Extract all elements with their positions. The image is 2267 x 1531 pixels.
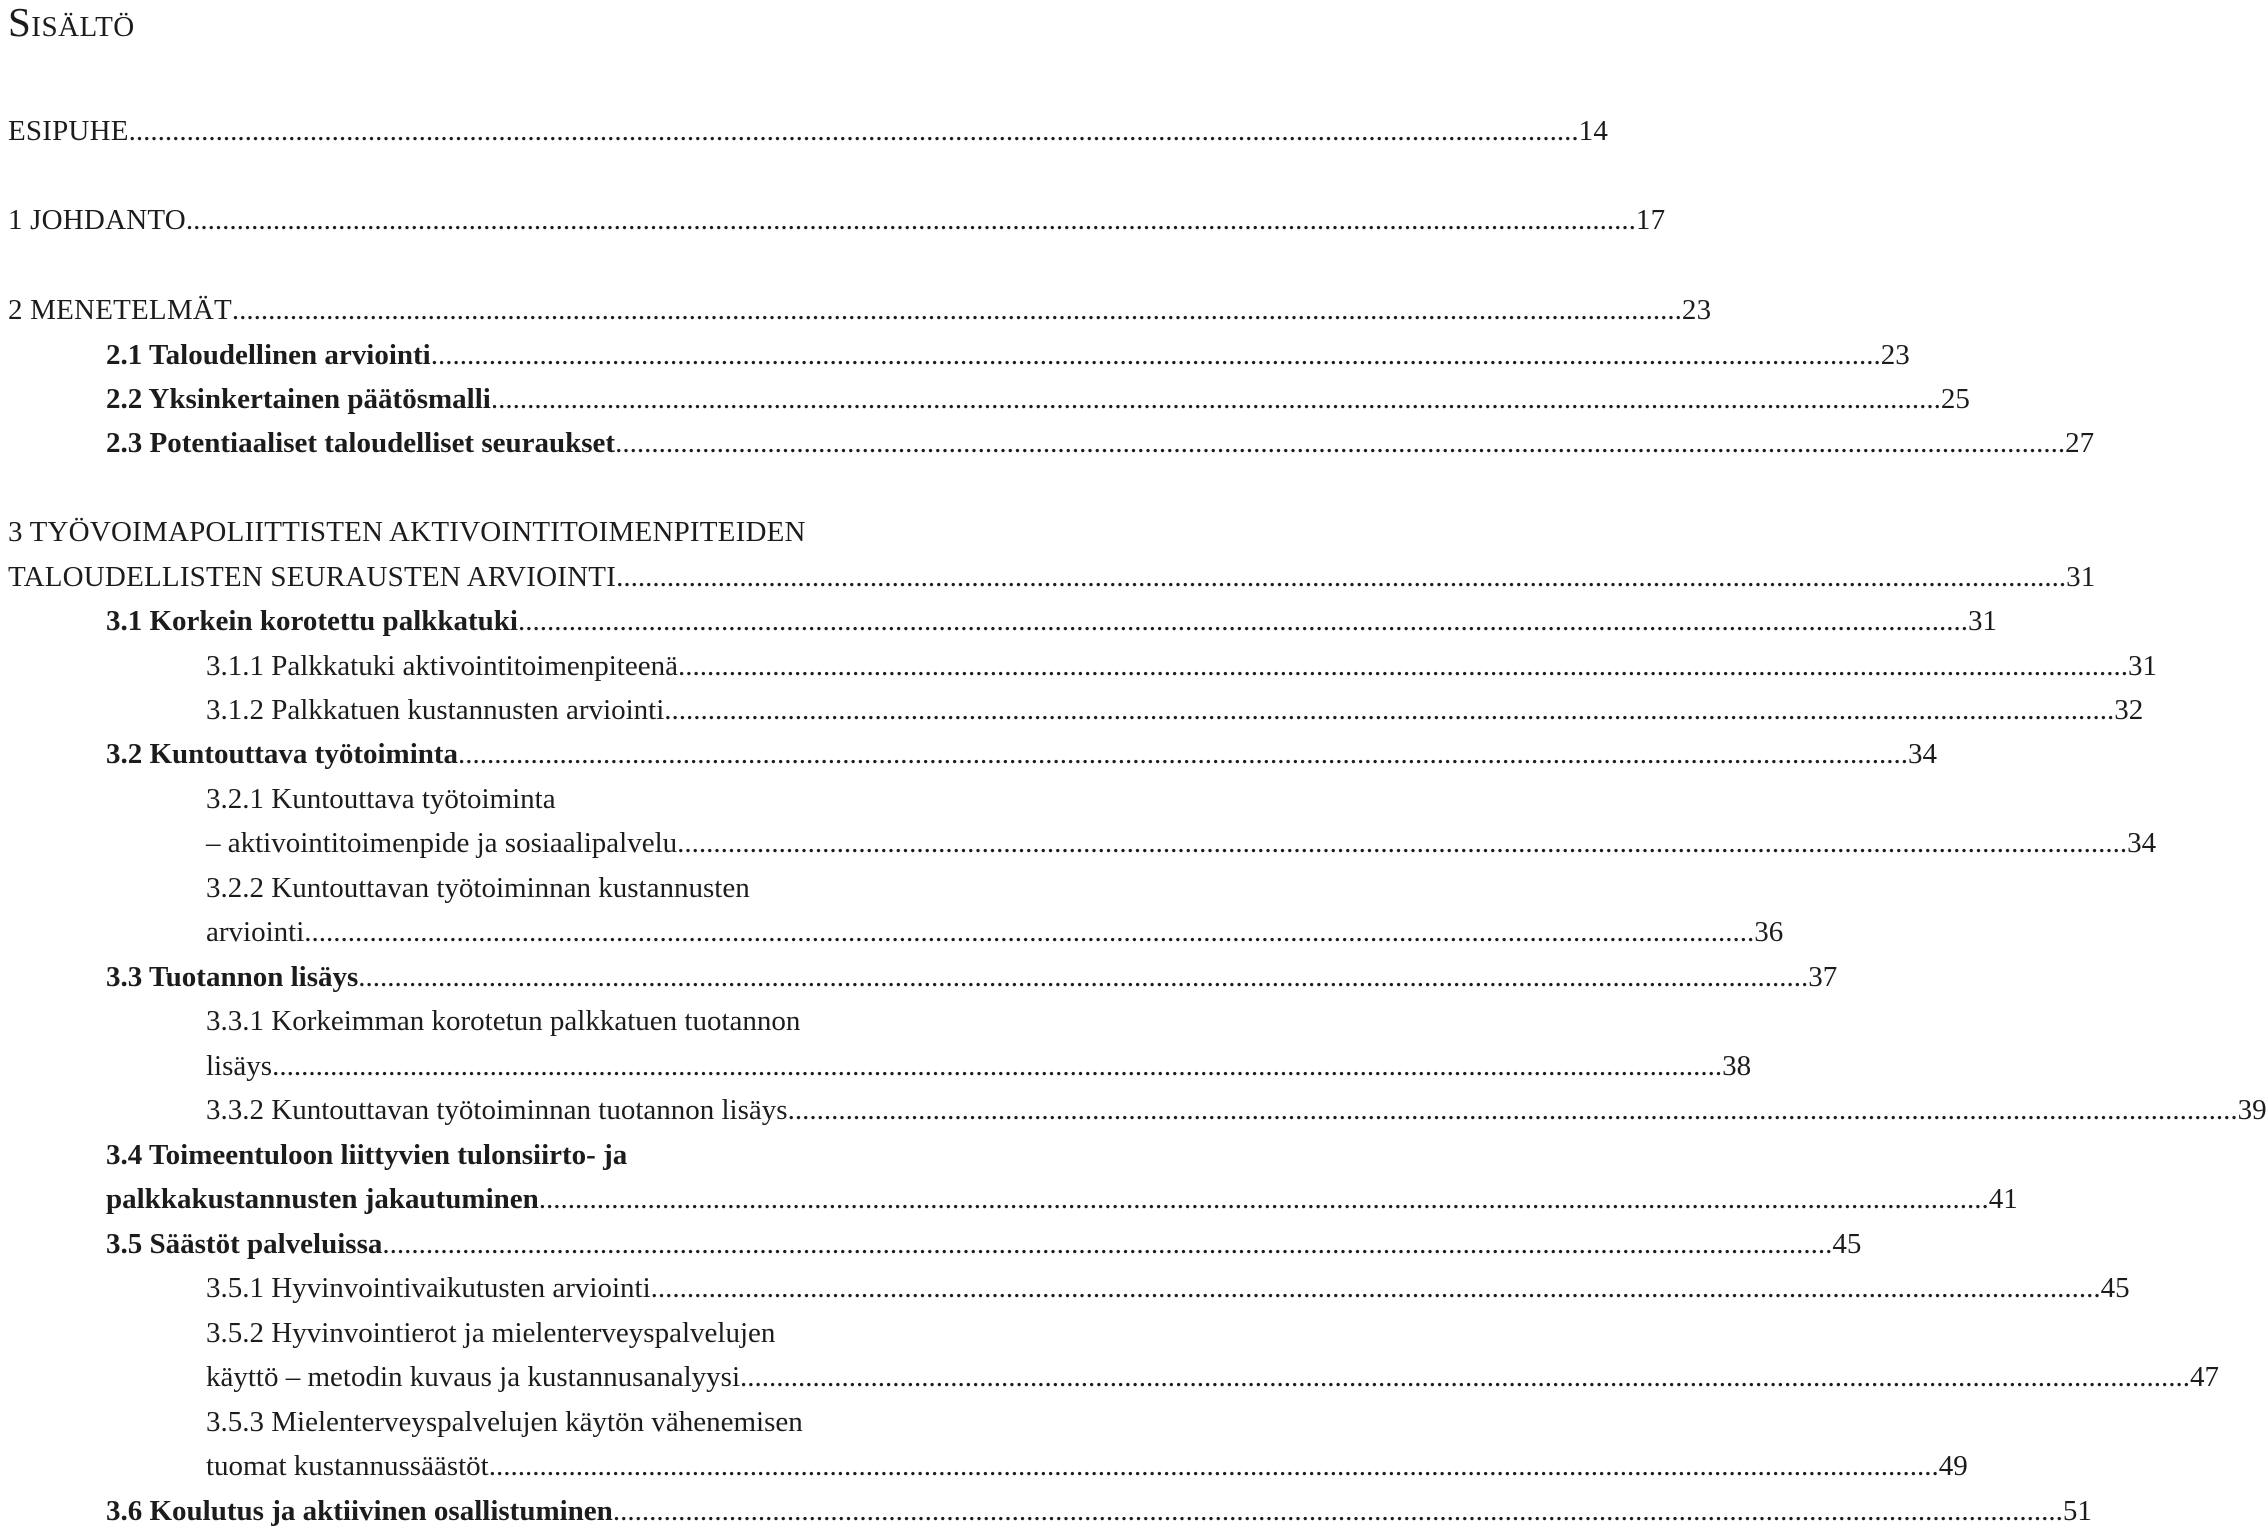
toc-leader-dots: ........................................................................................................................................................................................................ [490,383,1941,415]
toc-entry[interactable] [106,1138,627,1172]
toc-leader-dots: ........................................................................................................................................................................................................ [231,294,1682,326]
toc-entry-title: palkkakustannusten jakautuminen [106,1183,539,1215]
toc-leader-dots: ........................................................................................................................................................................................................ [488,1450,1939,1482]
toc-entry[interactable] [106,1182,2018,1216]
toc-page-number: 14 [1578,115,1609,147]
toc-entry[interactable] [106,737,1938,771]
toc-leader-dots: ........................................................................................................................................................................................................ [650,1272,2101,1304]
toc-entry[interactable] [206,1316,775,1350]
toc-page-number: 23 [1880,339,1910,371]
toc-page-number: 32 [2114,694,2144,726]
toc-leader-dots: ........................................................................................................................................................................................................ [517,605,1968,637]
toc-entry-title: ESIPUHE [8,115,129,147]
toc-page-number: 34 [2127,827,2157,859]
toc-entry[interactable] [206,1449,1968,1483]
toc-entry-title: 2.1 Taloudellinen arviointi [106,339,431,371]
toc-entry[interactable] [206,826,2157,860]
toc-page-number: 37 [1808,961,1838,993]
toc-leader-dots: ........................................................................................................................................................................................................ [677,827,2128,859]
toc-entry[interactable] [106,960,1838,994]
toc-page-number: 34 [1908,738,1938,770]
toc-entry-title: 3.1.1 Palkkatuki aktivointitoimenpiteenä [206,650,678,682]
toc-page-number: 31 [2066,561,2096,593]
toc-page-number: 47 [2190,1361,2220,1393]
toc-page-number: 27 [2065,427,2095,459]
toc-entry[interactable] [206,1271,2130,1305]
toc-entry-title: 3.2.1 Kuntouttava työtoiminta [206,783,556,815]
toc-entry[interactable] [206,1049,1752,1083]
toc-leader-dots: ........................................................................................................................................................................................................ [616,561,2067,593]
toc-leader-dots: ........................................................................................................................................................................................................ [538,1183,1989,1215]
toc-page-number: 51 [2062,1495,2092,1527]
toc-leader-dots: ........................................................................................................................................................................................................ [458,738,1909,770]
toc-entry-title: 3.1.2 Palkkatuen kustannusten arviointi [206,694,665,726]
toc-entry[interactable] [206,1405,803,1439]
toc-entry-title: 3.1 Korkein korotettu palkkatuki [106,605,518,637]
toc-leader-dots: ........................................................................................................................................................................................................ [430,339,1881,371]
page-title: Sisältö [8,0,135,45]
toc-page-number: 38 [1722,1050,1752,1082]
toc-entry-title: 3.4 Toimeentuloon liittyvien tulonsiirto- ja [106,1139,628,1171]
toc-page-number: 17 [1635,204,1666,236]
toc-entry[interactable] [8,203,1666,237]
toc-leader-dots: ........................................................................................................................................................................................................ [382,1228,1833,1260]
toc-entry-title: 3.2.2 Kuntouttavan työtoiminnan kustannusten [206,872,750,904]
toc-entry-title: tuomat kustannussäästöt [206,1450,489,1482]
toc-page-number: 36 [1754,916,1784,948]
toc-entry-title: 2 MENETELMÄT [8,294,232,326]
toc-leader-dots: ........................................................................................................................................................................................................ [740,1361,2191,1393]
toc-leader-dots: ........................................................................................................................................................................................................ [787,1094,2238,1126]
toc-page-number: 31 [2127,650,2157,682]
toc-page-number: 25 [1940,383,1970,415]
toc-leader-dots: ........................................................................................................................................................................................................ [304,916,1755,948]
toc-entry[interactable] [206,1093,2267,1127]
toc-entry[interactable] [206,915,1784,949]
toc-entry-title: 3.3 Tuotannon lisäys [106,961,359,993]
toc-entry[interactable] [206,1004,800,1038]
toc-leader-dots: ........................................................................................................................................................................................................ [358,961,1809,993]
toc-entry-title: 1 JOHDANTO [8,204,186,236]
toc-entry-title: 3.3.2 Kuntouttavan työtoiminnan tuotannon lisäys [206,1094,788,1126]
toc-entry[interactable] [106,1494,2092,1528]
toc-entry-title: lisäys [206,1050,273,1082]
toc-entry-title: 3.5.1 Hyvinvointivaikutusten arviointi [206,1272,651,1304]
toc-entry-title: 3.5.2 Hyvinvointierot ja mielenterveyspalvelujen [206,1317,776,1349]
toc-entry[interactable] [206,782,556,816]
toc-page-number: 45 [2100,1272,2130,1304]
toc-page-number: 41 [1988,1183,2018,1215]
toc-entry[interactable] [206,693,2144,727]
toc-entry[interactable] [206,649,2157,683]
toc-leader-dots: ........................................................................................................................................................................................................ [272,1050,1723,1082]
toc-leader-dots: ........................................................................................................................................................................................................ [185,204,1636,236]
toc-entry[interactable] [8,560,2096,594]
toc-entry-title: 3.6 Koulutus ja aktiivinen osallistuminen [106,1495,613,1527]
toc-entry-title: 3.5.3 Mielenterveyspalvelujen käytön vähenemisen [206,1406,803,1438]
toc-leader-dots: ........................................................................................................................................................................................................ [664,694,2115,726]
toc-entry-title: 3.3.1 Korkeimman korotetun palkkatuen tuotannon [206,1005,801,1037]
toc-entry[interactable] [206,1360,2220,1394]
toc-leader-dots: ........................................................................................................................................................................................................ [128,115,1579,147]
toc-entry[interactable] [8,515,806,549]
toc-entry[interactable] [106,426,2095,460]
toc-entry-title: 2.3 Potentiaaliset taloudelliset seuraukset [106,427,616,459]
toc-page-number: 23 [1681,294,1712,326]
toc-entry-title: käyttö – metodin kuvaus ja kustannusanalyysi [206,1361,741,1393]
toc-entry-title: 3.2 Kuntouttava työtoiminta [106,738,459,770]
toc-entry[interactable] [206,871,750,905]
toc-entry[interactable] [8,114,1609,148]
toc-page-number: 31 [1967,605,1997,637]
toc-entry-title: 3 TYÖVOIMAPOLIITTISTEN AKTIVOINTITOIMENPITEIDEN [8,516,806,548]
toc-entry[interactable] [106,1227,1862,1261]
toc-entry-title: 3.5 Säästöt palveluissa [106,1228,383,1260]
toc-entry[interactable] [106,338,1910,372]
toc-entry[interactable] [106,604,1997,638]
toc-leader-dots: ........................................................................................................................................................................................................ [612,1495,2063,1527]
toc-page-number: 39 [2237,1094,2267,1126]
toc-entry[interactable] [8,293,1712,327]
toc-entry-title: TALOUDELLISTEN SEURAUSTEN ARVIOINTI [8,561,617,593]
toc-leader-dots: ........................................................................................................................................................................................................ [615,427,2066,459]
toc-entry-title: 2.2 Yksinkertainen päätösmalli [106,383,491,415]
toc-entry-title: arviointi [206,916,305,948]
toc-page-number: 49 [1938,1450,1968,1482]
toc-leader-dots: ........................................................................................................................................................................................................ [677,650,2128,682]
toc-page-number: 45 [1832,1228,1862,1260]
toc-entry[interactable] [106,382,1970,416]
toc-entry-title: – aktivointitoimenpide ja sosiaalipalvelu [206,827,678,859]
